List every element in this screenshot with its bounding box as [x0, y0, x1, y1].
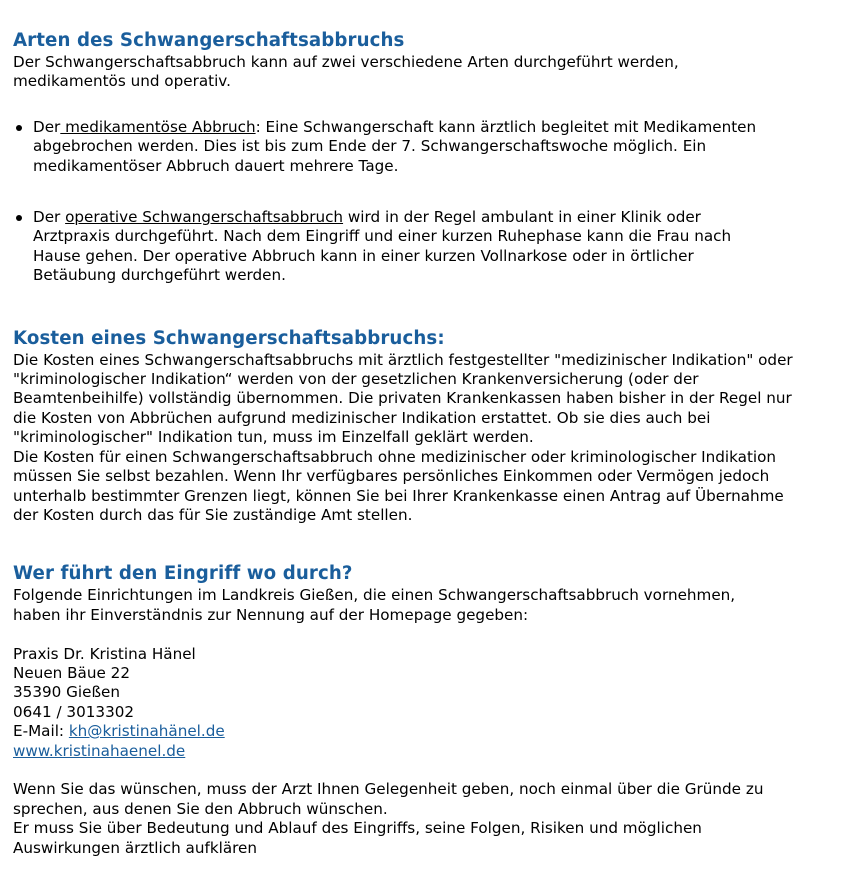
section-intro-arten: Der Schwangerschaftsabbruch kann auf zwei verschiedene Arten durchgeführt werden, medikamentös und operativ.	[13, 53, 679, 91]
bullet-icon	[16, 215, 22, 221]
note-gespraech: Wenn Sie das wünschen, muss der Arzt Ihnen Gelegenheit geben, noch einmal über die Gründe zu sprechen, aus denen Sie den Abbruch wünschen.	[13, 780, 764, 818]
section-title-arten: Arten des Schwangerschaftsabbruchs	[13, 30, 405, 51]
contact-city: 35390 Gießen	[13, 683, 121, 702]
section-title-eingriff: Wer führt den Eingriff wo durch?	[13, 563, 353, 585]
list-item-prefix: Der	[33, 117, 61, 136]
article-content	[13, 29, 798, 858]
note-aufklaerung: Er muss Sie über Bedeutung und Ablauf des Eingriffs, seine Folgen, Risiken und möglichen Auswirkungen ärztlich aufklären	[13, 819, 702, 857]
contact-website-link[interactable]: www.kristinahaenel.de	[13, 741, 186, 760]
contact-name: Praxis Dr. Kristina Hänel	[13, 644, 196, 663]
link-medikamentoeser-abbruch[interactable]: medikamentöse Abbruch	[60, 117, 256, 136]
section-title-kosten: Kosten eines Schwangerschaftsabbruchs:	[13, 327, 445, 349]
list-item-medikamentoes	[13, 118, 798, 176]
contact-email-row	[13, 722, 798, 741]
section-paragraph-kosten-2: Die Kosten für einen Schwangerschaftsabbruch ohne medizinischer oder kriminologischer Indikation müssen Sie selbst bezahlen. Wenn Ihr verfügbares persönliches Einkommen oder Vermögen jedoch unterhalb bestimmter Grenzen liegt, können Sie bei Ihrer Krankenkasse einen Antrag auf Übernahme der Kosten durch das für Sie zuständige Amt stellen.	[13, 447, 784, 524]
abbruch-types-list	[13, 118, 798, 286]
contact-street: Neuen Bäue 22	[13, 663, 130, 682]
bullet-icon	[16, 125, 22, 131]
list-item-text: : Eine Schwangerschaft kann ärztlich begleitet mit Medikamenten abgebrochen werden. Dies ist bis zum Ende der 7. Schwangerschaftswoche möglich. Ein medikamentöser Abbruch dauert mehrere Tage.	[33, 117, 757, 175]
section-intro-eingriff: Folgende Einrichtungen im Landkreis Gießen, die einen Schwangerschaftsabbruch vornehmen, haben ihr Einverständnis zur Nennung auf der Homepage gegeben:	[13, 586, 736, 624]
contact-email-label: E-Mail:	[13, 722, 69, 741]
list-item-prefix: Der	[33, 208, 66, 227]
contact-phone: 0641 / 3013302	[13, 702, 135, 721]
contact-website-row	[13, 742, 798, 761]
list-item-text: wird in der Regel ambulant in einer Klinik oder Arztpraxis durchgeführt. Nach dem Eingriff und einer kurzen Ruhephase kann die Frau nach Hause gehen. Der operative Abbruch kann in einer kurzen Vollnarkose oder in örtlicher Betäubung durchgeführt werden.	[33, 208, 732, 285]
list-item-operativ	[13, 208, 778, 286]
contact-block	[13, 645, 798, 761]
contact-email-link[interactable]: kh@kristinahänel.de	[68, 722, 225, 741]
link-operativer-abbruch[interactable]: operative Schwangerschaftsabbruch	[65, 208, 344, 227]
section-paragraph-kosten-1: Die Kosten eines Schwangerschaftsabbruchs mit ärztlich festgestellter "medizinischer Indikation" oder "kriminologischer Indikation“ werden von der gesetzlichen Krankenversicherung (oder der Beamtenbeihilfe) vollständig übernommen. Die privaten Krankenkassen haben bisher in der Regel nur die Kosten von Abbrüchen aufgrund medizinischer Indikation erstattet. Ob sie dies auch bei "kriminologischer" Indikation tun, muss im Einzelfall geklärt werden.	[13, 350, 793, 447]
